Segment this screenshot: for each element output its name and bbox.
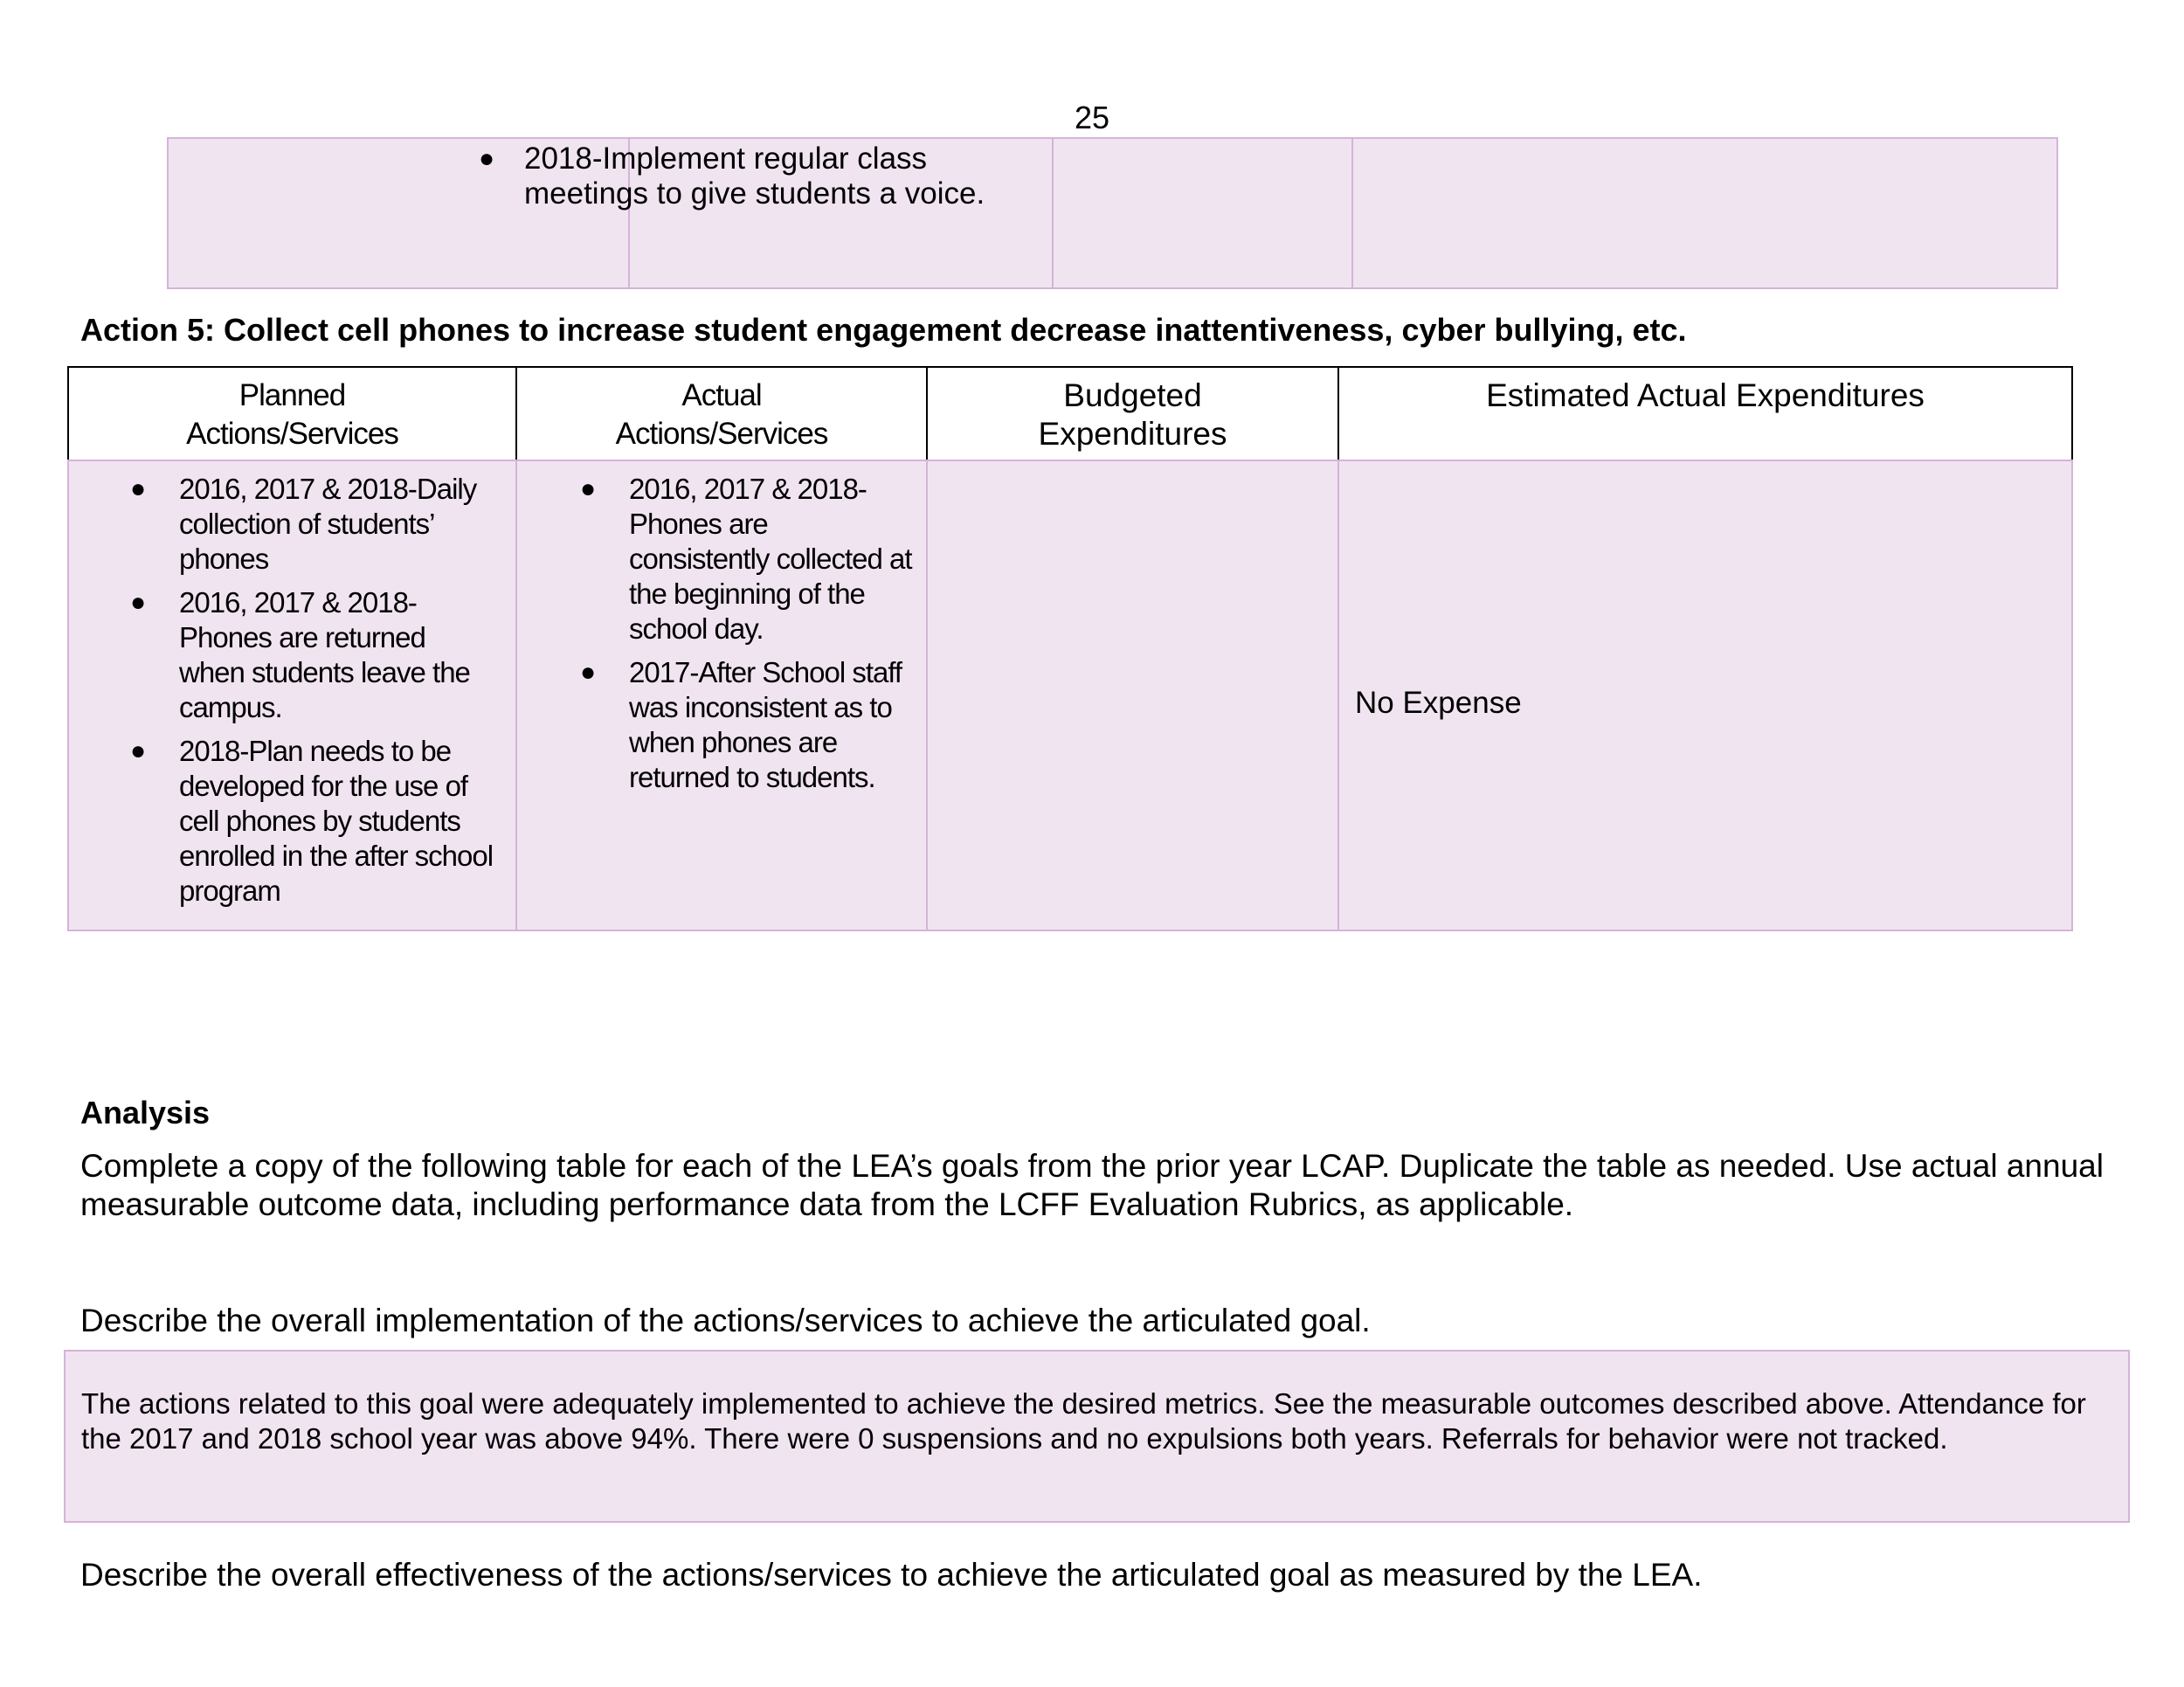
bullet-icon: ● <box>130 474 146 503</box>
bullet-icon: ● <box>580 658 596 687</box>
planned-header: Planned Actions/Services <box>67 366 517 461</box>
list-item: ● 2018-Plan needs to be developed for the use of cell phones by students enrolled in the after school program <box>130 735 494 907</box>
estimated-cell <box>1337 460 2073 931</box>
bullet-icon: ● <box>130 736 146 765</box>
list-item: ● 2018-Implement regular class meetings to give students a voice. <box>479 142 985 211</box>
list-item: ● 2017-After School staff was inconsistent as to when phones are returned to students. <box>580 656 902 793</box>
list-item: ● 2016, 2017 & 2018-Phones are returned when students leave the campus. <box>130 586 470 723</box>
budgeted-header: Budgeted Expenditures <box>926 366 1339 461</box>
estimated-header: Estimated Actual Expenditures <box>1337 366 2073 461</box>
analysis-title: Analysis <box>80 1095 211 1130</box>
estimated-value: No Expense <box>1355 686 1522 720</box>
bullet-icon: ● <box>580 474 596 503</box>
implementation-prompt: Describe the overall implementation of the actions/services to achieve the articulated goal. <box>80 1303 1371 1338</box>
page-number: 25 <box>1074 100 1110 135</box>
continuation-table <box>167 137 2058 289</box>
continuation-budgeted-cell <box>1054 139 1353 287</box>
actual-header: Actual Actions/Services <box>515 366 928 461</box>
budgeted-cell <box>926 460 1339 931</box>
planned-list <box>130 472 497 917</box>
list-item: ● 2016, 2017 & 2018-Phones are consistently collected at the beginning of the school day. <box>580 473 912 645</box>
action-heading: Action 5: Collect cell phones to increase student engagement decrease inattentiveness, cyber bullying, etc. <box>80 312 1687 348</box>
continuation-actual-list <box>479 142 1038 211</box>
bullet-icon: ● <box>479 144 495 173</box>
planned-cell <box>67 460 517 931</box>
implementation-answer: The actions related to this goal were adequately implemented to achieve the desired metrics. See the measurable outcomes described above. Attendance for the 2017 and 2018 school year was above 94%. There were 0 suspensions and no expulsions both years. Referrals for behavior were not tracked. <box>81 1387 2086 1455</box>
implementation-answer-box <box>64 1350 2130 1523</box>
analysis-instructions: Complete a copy of the following table for each of the LEA’s goals from the prior year LCAP. Duplicate the table as needed. Use actual annual measurable outcome data, including performance data from the LCFF Evaluation Rubrics, as applicable. <box>80 1148 2104 1222</box>
bullet-icon: ● <box>130 588 146 617</box>
actual-list <box>580 472 912 804</box>
list-item: ● 2016, 2017 & 2018-Daily collection of students’ phones <box>130 473 477 575</box>
actual-cell <box>515 460 928 931</box>
continuation-estimated-cell <box>1353 139 2056 287</box>
action-table <box>67 366 2073 931</box>
effectiveness-prompt: Describe the overall effectiveness of the actions/services to achieve the articulated goal as measured by the LEA. <box>80 1557 1703 1593</box>
